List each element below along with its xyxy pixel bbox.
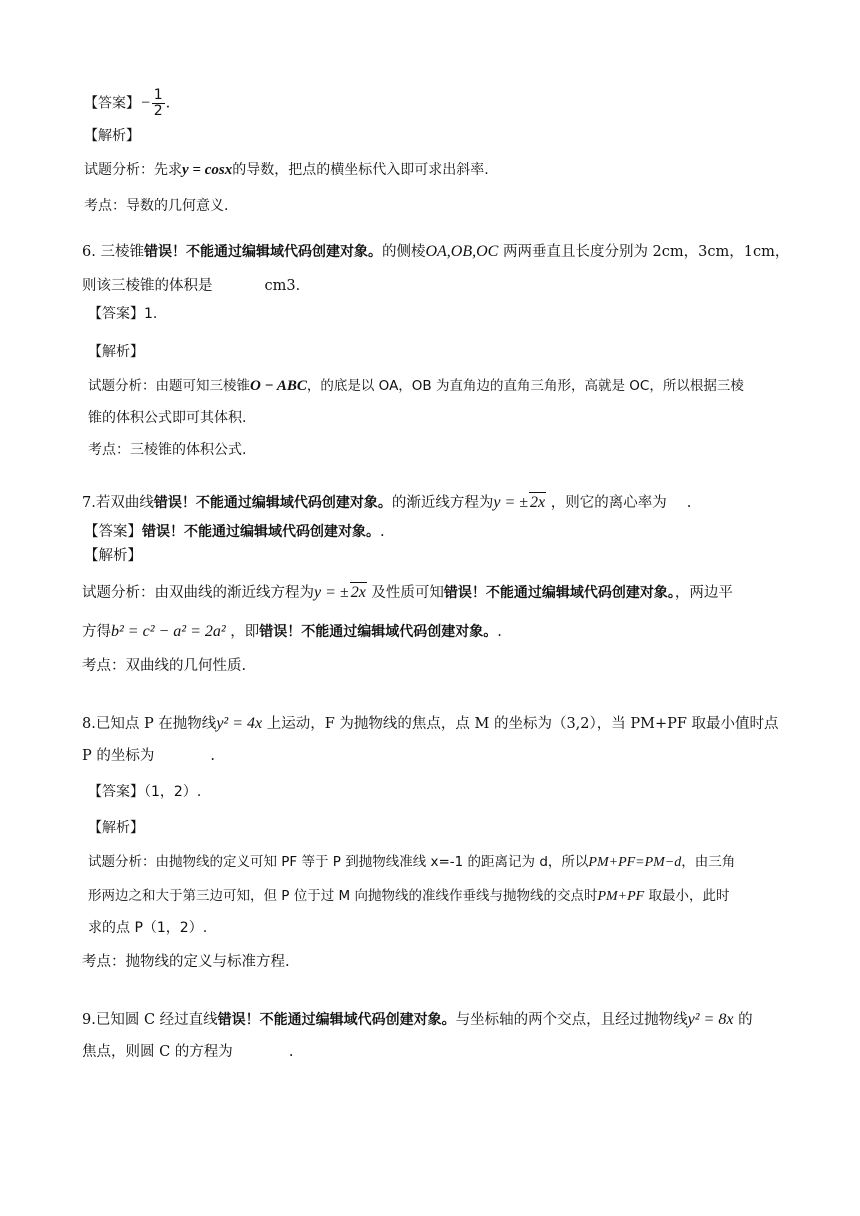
fraction-denominator: 2 <box>153 103 163 119</box>
q8-answer: 【答案】（1，2）. <box>88 784 202 800</box>
question-text: 上运动，F 为抛物线的焦点，点 M 的坐标为（3,2），当 PM+PF 取最小值时点 <box>266 716 779 732</box>
formula: PM+PF <box>597 889 645 904</box>
analysis-text: 及性质可知 <box>371 585 444 601</box>
question-text: P 的坐标为 <box>82 748 155 764</box>
fraction <box>152 88 165 119</box>
formula: y² = 4x <box>216 715 263 732</box>
formula: OA,OB,OC <box>425 243 499 260</box>
q5-analysis <box>84 160 489 180</box>
question-text: 则该三棱锥的体积是 <box>82 278 213 294</box>
analysis-text: 的导数，把点的横坐标代入即可求出斜率. <box>232 162 489 178</box>
formula: b² = c² − a² = 2a² <box>111 623 226 640</box>
question-text: 的 <box>738 1012 753 1028</box>
q6-question-line2 <box>82 276 310 296</box>
q7-analysis-label: 【解析】 <box>84 548 142 564</box>
q5-kaodian: 考点：导数的几何意义. <box>84 198 229 214</box>
question-text: . <box>288 1044 294 1060</box>
fraction-numerator: 1 <box>153 87 163 103</box>
question-text: 8.已知点 P 在抛物线 <box>82 716 217 732</box>
analysis-text: 试题分析：由题可知三棱锥 <box>88 378 250 394</box>
sqrt-formula: 2x <box>350 584 366 601</box>
analysis-text: ，由三角 <box>681 854 736 870</box>
q5-answer <box>84 88 180 119</box>
error-text: 错误！不能通过编辑域代码创建对象。 <box>443 585 675 601</box>
q6-analysis-line2: 锥的体积公式即可其体积. <box>88 410 247 426</box>
question-text: 的侧棱 <box>381 244 426 260</box>
q8-question-line2 <box>82 746 215 766</box>
q7-kaodian: 考点：双曲线的几何性质. <box>82 658 247 674</box>
question-text: 9.已知圆 C 经过直线 <box>82 1012 218 1028</box>
q6-question-line1 <box>82 242 789 262</box>
q8-analysis-line1 <box>88 852 735 873</box>
sqrt-formula: 2x <box>530 494 546 511</box>
question-text: . <box>210 748 215 764</box>
minus-sign: − <box>140 94 151 112</box>
q9-question-line1 <box>82 1010 753 1030</box>
q6-answer: 【答案】1. <box>88 306 158 322</box>
q8-analysis-line3: 求的点 P（1，2）. <box>88 920 208 936</box>
formula: PM+PF=PM−d <box>588 855 682 870</box>
answer-end: . <box>380 524 385 540</box>
q7-answer <box>84 522 385 542</box>
q6-kaodian: 考点：三棱锥的体积公式. <box>88 442 247 458</box>
q7-analysis-line2 <box>82 622 502 642</box>
error-text: 错误！不能通过编辑域代码创建对象。 <box>143 244 382 260</box>
q6-analysis-label: 【解析】 <box>88 344 144 360</box>
question-text: cm3． <box>264 278 311 294</box>
q7-question <box>82 492 691 513</box>
error-text: 错误！不能通过编辑域代码创建对象。 <box>142 524 380 540</box>
question-text: ，则它的离心率为 <box>550 495 667 511</box>
question-text: 两两垂直且长度分别为 2cm，3cm，1cm， <box>502 244 790 260</box>
error-text: 错误！不能通过编辑域代码创建对象。 <box>153 495 392 511</box>
question-text: 与坐标轴的两个交点，且经过抛物线 <box>455 1012 688 1028</box>
question-text: 焦点，则圆 C 的方程为 <box>82 1044 233 1060</box>
formula: y = ± <box>493 494 529 511</box>
analysis-text: 方得 <box>82 624 111 640</box>
q6-analysis-line1 <box>88 376 744 396</box>
formula: y² = 8x <box>687 1011 734 1028</box>
answer-label: 【答案】 <box>84 524 142 540</box>
q9-question-line2 <box>82 1042 293 1062</box>
analysis-text: ，即 <box>230 624 260 640</box>
error-text: 错误！不能通过编辑域代码创建对象。 <box>259 624 498 640</box>
analysis-text: . <box>497 624 502 640</box>
analysis-text: ，的底是以 OA，OB 为直角边的直角三角形，高就是 OC，所以根据三棱 <box>306 378 744 394</box>
q8-question-line1 <box>82 714 779 734</box>
q8-kaodian: 考点：抛物线的定义与标准方程. <box>82 954 290 970</box>
error-text: 错误！不能通过编辑域代码创建对象。 <box>217 1012 456 1028</box>
q7-analysis-line1 <box>82 582 733 603</box>
analysis-text: ，两边平 <box>674 585 733 601</box>
answer-label: 【答案】 <box>84 95 140 112</box>
question-text: 7.若双曲线 <box>82 495 154 511</box>
q8-analysis-label: 【解析】 <box>88 820 144 836</box>
q5-analysis-label: 【解析】 <box>84 128 140 144</box>
q8-analysis-line2 <box>88 886 730 907</box>
question-text: 的渐近线方程为 <box>391 495 494 511</box>
analysis-text: 试题分析：先求 <box>84 162 182 178</box>
question-text: 6. 三棱锥 <box>82 244 144 260</box>
formula: y = cosx <box>182 162 233 178</box>
analysis-text: 试题分析：由抛物线的定义可知 PF 等于 P 到抛物线准线 x=-1 的距离记为 d，所以 <box>88 854 589 870</box>
answer-end: ． <box>165 95 180 112</box>
formula: y = ± <box>314 584 349 601</box>
formula: O − ABC <box>250 378 307 394</box>
analysis-text: 试题分析：由双曲线的渐近线方程为 <box>82 585 314 601</box>
analysis-text: 形两边之和大于第三边可知，但 P 位于过 M 向抛物线的准线作垂线与抛物线的交点时 <box>88 888 598 904</box>
analysis-text: 取最小，此时 <box>648 888 730 904</box>
question-text: . <box>686 495 692 511</box>
